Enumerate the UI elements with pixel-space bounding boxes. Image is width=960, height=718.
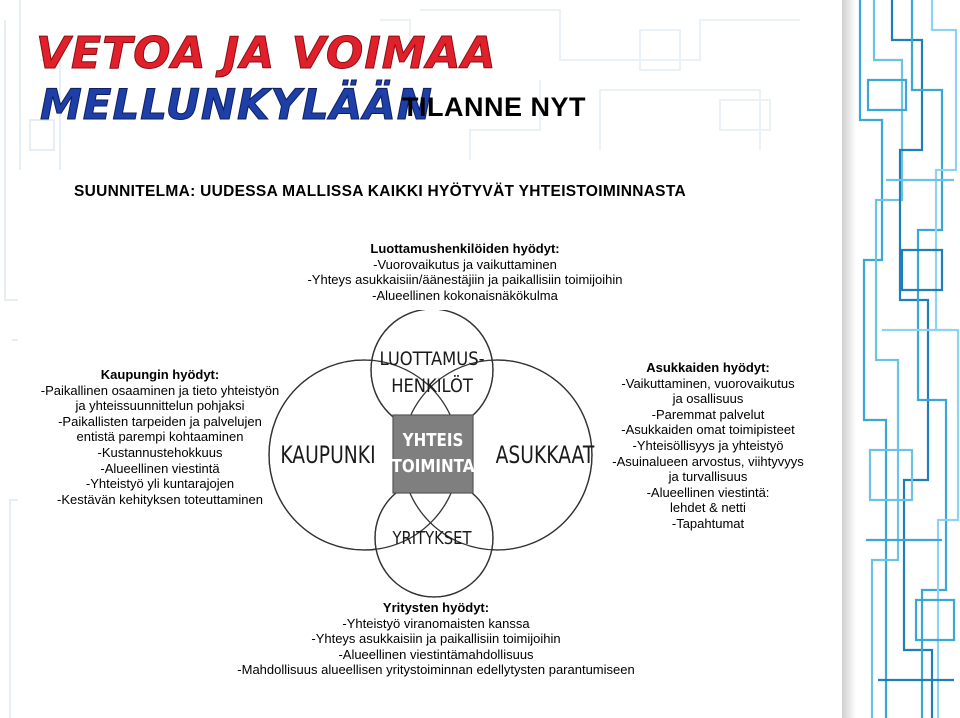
benefit-item: -Paikallisten tarpeiden ja palvelujen xyxy=(58,413,262,429)
label-center-line2: TOIMINTA xyxy=(391,455,475,477)
benefit-item: ja osallisuus xyxy=(672,391,744,407)
benefit-item: -Mahdollisuus alueellisen yritystoiminnan edellytysten parantumiseen xyxy=(237,662,635,678)
plan-heading: SUUNNITELMA: UUDESSA MALLISSA KAIKKI HYÖTYVÄT YHTEISTOIMINNASTA xyxy=(74,183,686,200)
benefits-kaupunki xyxy=(20,367,300,507)
benefit-item: -Yhteistyö yli kuntarajojen xyxy=(85,476,235,492)
benefit-item: -Kestävän kehityksen toteuttaminen xyxy=(57,491,263,507)
venn-svg xyxy=(262,310,602,600)
benefit-item: -Asukkaiden omat toimipisteet xyxy=(621,422,795,438)
benefit-item: -Yhteistyö viranomaisten kanssa xyxy=(342,615,530,631)
benefit-heading: Kaupungin hyödyt: xyxy=(100,367,220,382)
benefits-yritykset xyxy=(206,600,666,678)
benefit-item: ja turvallisuus xyxy=(668,469,748,485)
benefit-heading: Asukkaiden hyödyt: xyxy=(646,360,770,375)
benefit-item: -Alueellinen kokonaisnäkökulma xyxy=(372,287,558,303)
benefit-item: lehdet & netti xyxy=(670,500,746,516)
label-luottamus-line2: HENKILÖT xyxy=(391,375,473,398)
benefit-item: -Vuorovaikutus ja vaikuttaminen xyxy=(373,256,557,272)
benefit-item: -Vaikuttaminen, vuorovaikutus xyxy=(621,375,795,391)
benefit-item: ja yhteissuunnittelun pohjaksi xyxy=(75,398,245,414)
benefit-heading: Luottamushenkilöiden hyödyt: xyxy=(370,241,560,256)
label-kaupunki: KAUPUNKI xyxy=(280,441,376,470)
benefit-item: -Yhteys asukkaisiin ja paikallisiin toimijoihin xyxy=(311,631,561,647)
benefit-item: -Yhteys asukkaisiin/äänestäjiin ja paikallisiin toimijoihin xyxy=(307,272,623,288)
benefit-item: -Alueellinen viestintä: xyxy=(646,484,770,500)
benefit-item: -Asuinalueen arvostus, viihtyvyys xyxy=(612,453,804,469)
benefit-item: -Alueellinen viestintämahdollisuus xyxy=(338,646,534,662)
label-luottamus-line1: LUOTTAMUS- xyxy=(379,348,485,371)
label-center-line1: YHTEIS xyxy=(402,429,464,451)
benefit-item: entistä parempi kohtaaminen xyxy=(76,429,244,445)
benefit-item: -Paikallinen osaaminen ja tieto yhteistyön xyxy=(40,382,280,398)
logo-line-2: MELLUNKYLÄÄN xyxy=(40,80,433,129)
label-asukkaat: ASUKKAAT xyxy=(495,441,595,470)
benefits-luottamushenkilot xyxy=(250,241,680,303)
logo-line-1: VETOA JA VOIMAA xyxy=(36,28,497,79)
benefit-item: -Alueellinen viestintä xyxy=(100,460,220,476)
benefit-item: -Yhteisöllisyys ja yhteistyö xyxy=(632,437,784,453)
decor-strip-right xyxy=(842,0,960,718)
circuit-decoration-right xyxy=(842,0,960,718)
benefit-item: -Paremmat palvelut xyxy=(651,406,765,422)
slide-title: TILANNE NYT xyxy=(402,92,586,122)
benefit-item: -Kustannustehokkuus xyxy=(97,444,223,460)
benefit-item: -Tapahtumat xyxy=(671,515,745,531)
venn-diagram xyxy=(262,310,602,600)
center-box xyxy=(393,415,473,493)
benefit-heading: Yritysten hyödyt: xyxy=(382,600,490,615)
benefits-asukkaat xyxy=(588,360,828,532)
label-yritykset: YRITYKSET xyxy=(392,527,472,549)
